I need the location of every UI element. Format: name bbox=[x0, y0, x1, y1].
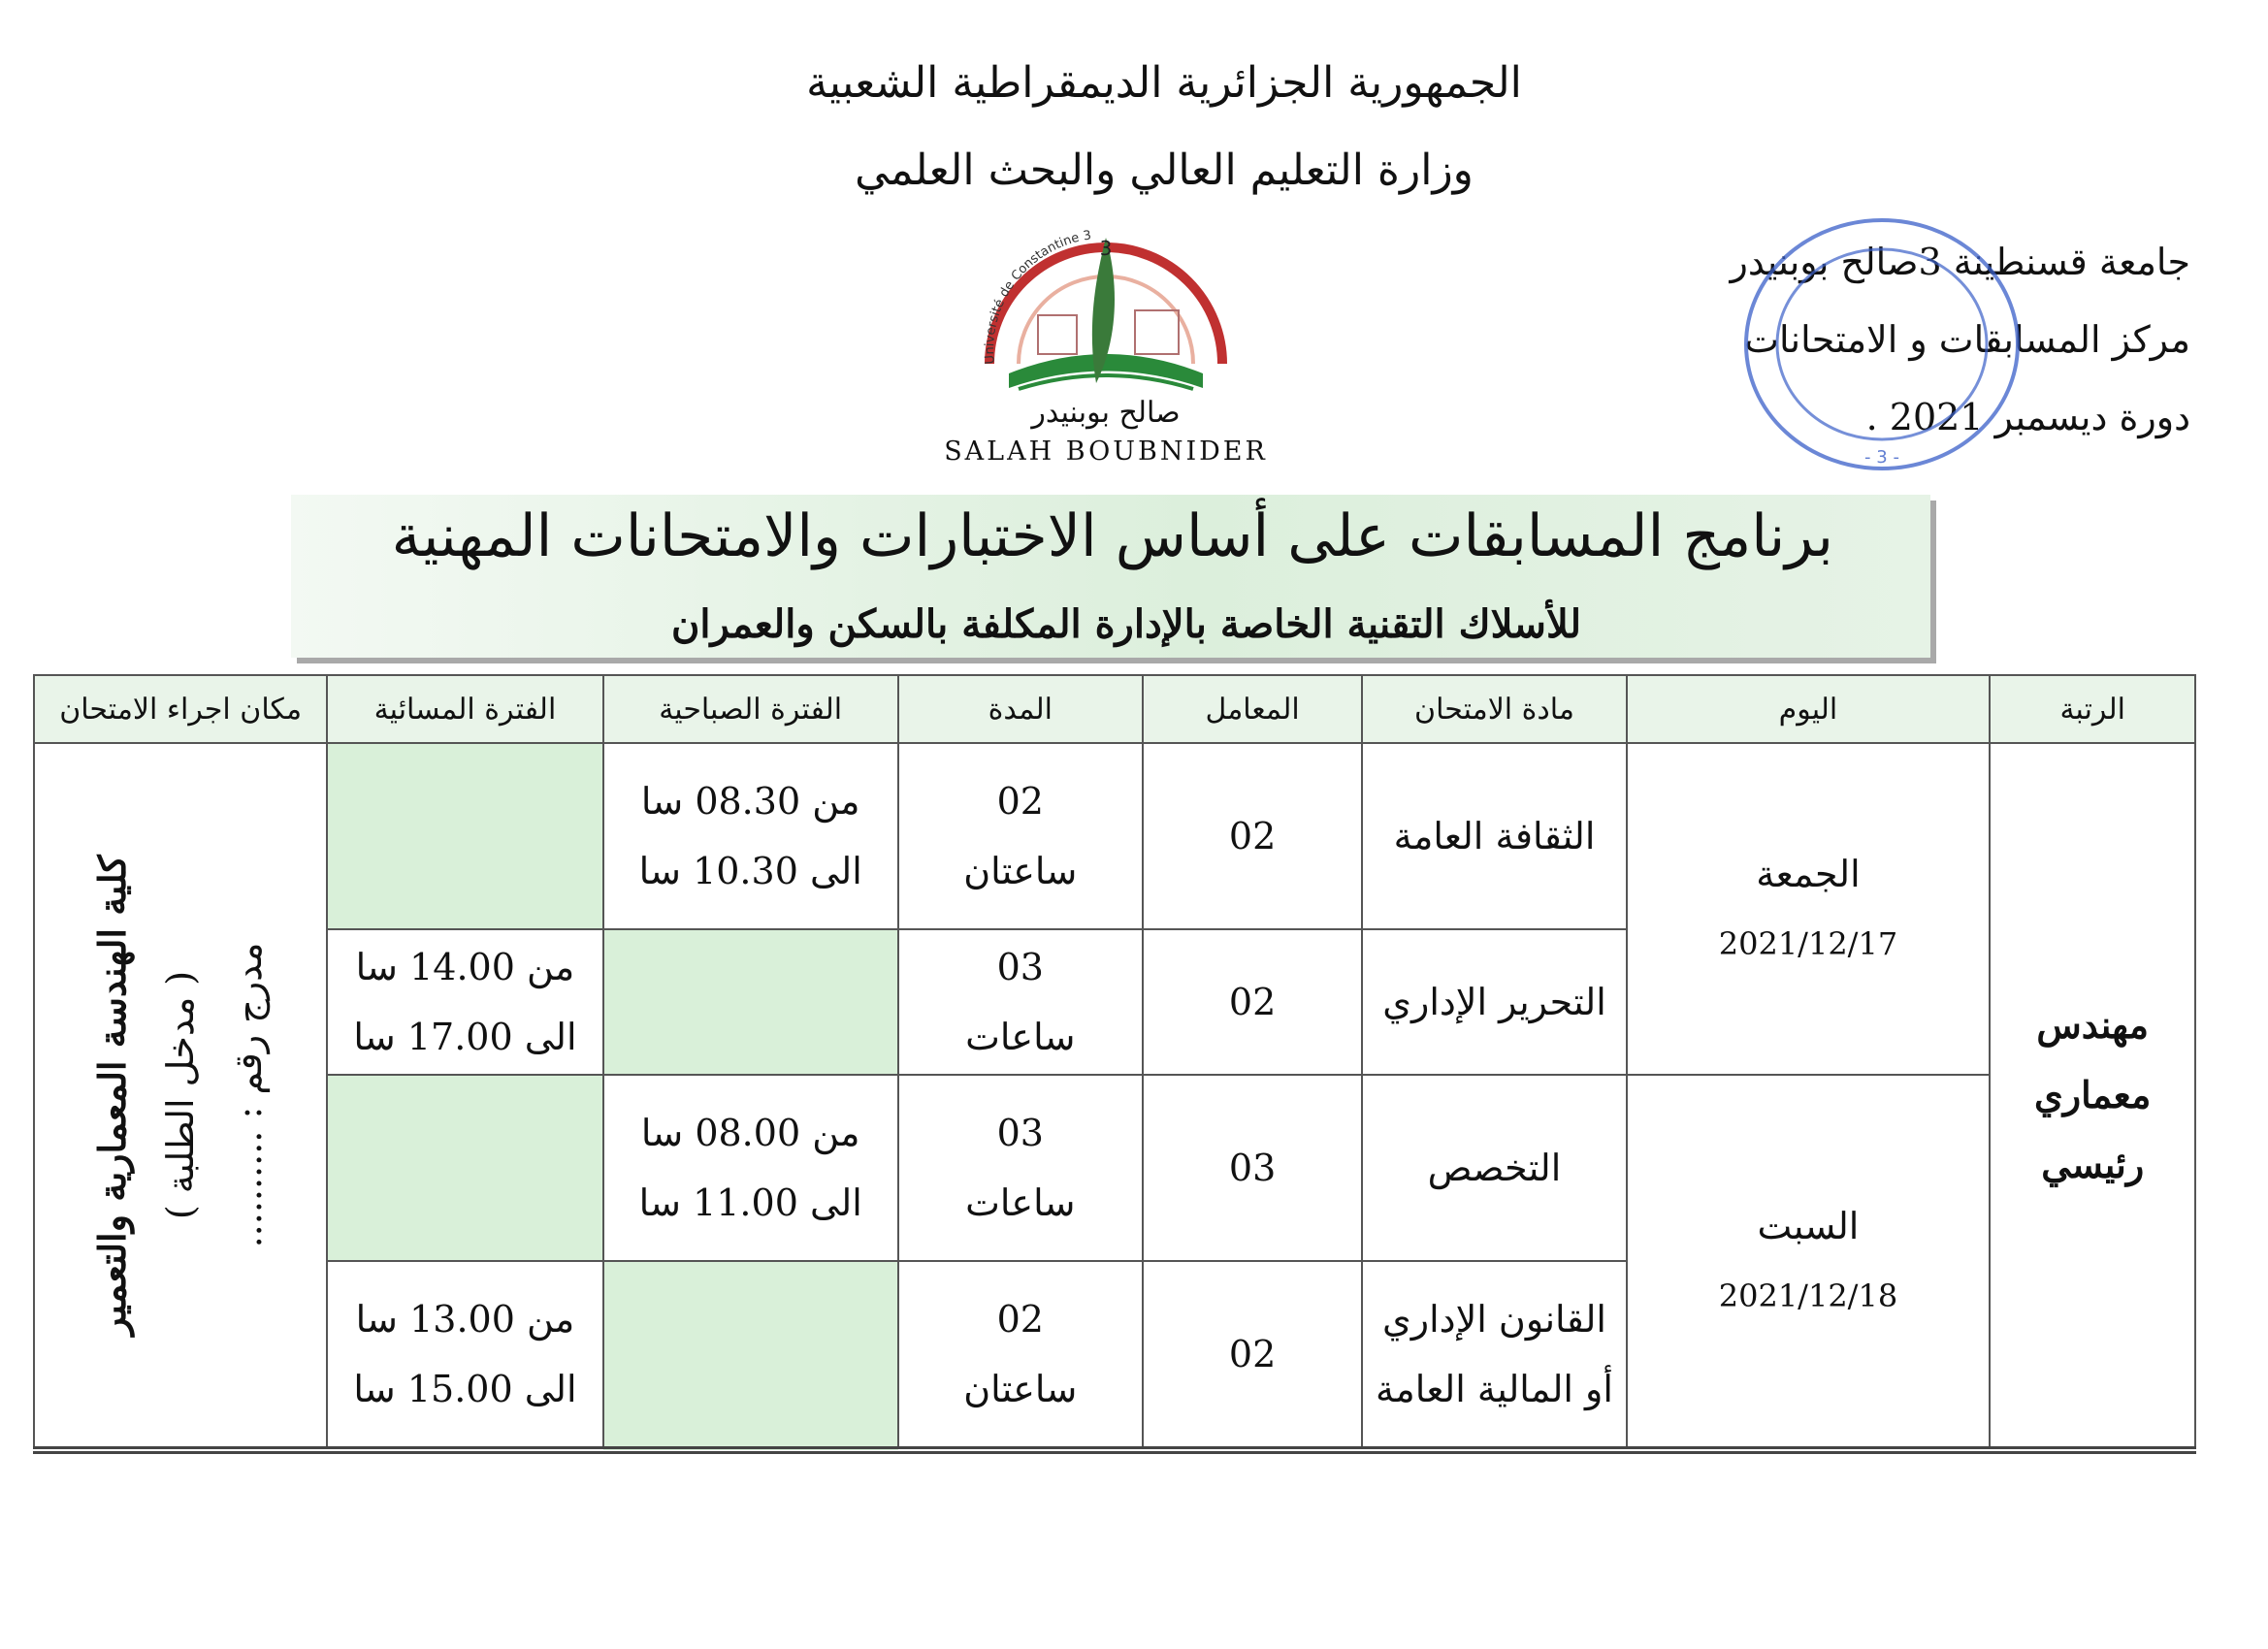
location-cell bbox=[34, 743, 327, 1450]
location-line3: مدرج رقم : .......... bbox=[227, 942, 271, 1248]
coefficient-cell: 02 bbox=[1143, 1261, 1363, 1450]
time-to: الى 11.00 سا bbox=[638, 1181, 862, 1224]
logo-number: 3 bbox=[1099, 237, 1113, 260]
header-morning: الفترة الصباحية bbox=[603, 675, 898, 743]
time-from: من 08.30 سا bbox=[640, 780, 860, 823]
time-to: الى 15.00 سا bbox=[353, 1368, 577, 1410]
duration-number: 02 bbox=[996, 780, 1044, 823]
subject-text-alt: أو المالية العامة bbox=[1376, 1368, 1613, 1410]
location-line2: ( مدخل الطلبة ) bbox=[159, 970, 203, 1220]
time-to: الى 17.00 سا bbox=[353, 1016, 577, 1058]
morning-cell-empty bbox=[603, 929, 898, 1075]
header-coefficient: المعامل bbox=[1143, 675, 1363, 743]
rank-line2: معماري رئيسي bbox=[2034, 1073, 2152, 1186]
subject-text: التحرير الإداري bbox=[1382, 981, 1606, 1023]
day-name: الجمعة bbox=[1756, 853, 1861, 895]
coefficient-cell: 02 bbox=[1143, 743, 1363, 929]
subject-text: القانون الإداري bbox=[1382, 1298, 1606, 1341]
duration-cell bbox=[898, 1261, 1143, 1450]
day-date: 2021/12/18 bbox=[1718, 1277, 1898, 1314]
republic-header: الجمهورية الجزائرية الديمقراطية الشعبية bbox=[806, 58, 1522, 108]
rank-cell bbox=[1990, 743, 2195, 1450]
day-cell bbox=[1627, 1075, 1991, 1450]
morning-cell bbox=[603, 1075, 898, 1261]
subject-cell bbox=[1362, 743, 1626, 929]
duration-cell bbox=[898, 1075, 1143, 1261]
session: دورة ديسمبر 2021 . bbox=[1865, 396, 2190, 438]
evening-cell-empty bbox=[327, 1075, 602, 1261]
time-from: من 13.00 سا bbox=[355, 1298, 575, 1341]
table-row bbox=[34, 743, 2195, 929]
university-name: جامعة قسنطينة 3صالح بوبنيدر bbox=[1730, 241, 2190, 283]
evening-cell bbox=[327, 929, 602, 1075]
duration-number: 03 bbox=[996, 946, 1044, 988]
svg-text:- 3 -: - 3 - bbox=[1864, 447, 1899, 468]
rank-line1: مهندس bbox=[2036, 1003, 2150, 1047]
duration-unit: ساعتان bbox=[963, 850, 1078, 892]
coefficient-cell: 02 bbox=[1143, 929, 1363, 1075]
day-cell bbox=[1627, 743, 1991, 1075]
header-day: اليوم bbox=[1627, 675, 1991, 743]
table-row bbox=[34, 1075, 2195, 1261]
duration-number: 03 bbox=[996, 1112, 1044, 1154]
duration-cell bbox=[898, 929, 1143, 1075]
coefficient-cell: 03 bbox=[1143, 1075, 1363, 1261]
subject-text: الثقافة العامة bbox=[1393, 815, 1596, 857]
main-title: برنامج المسابقات على أساس الاختبارات والامتحانات المهنية bbox=[391, 502, 1833, 570]
location-line1: كلية الهندسة المعمارية والتعمير bbox=[90, 855, 135, 1336]
header-subject: مادة الامتحان bbox=[1362, 675, 1626, 743]
logo-arabic-name: صالح بوبنيدر bbox=[1031, 396, 1181, 430]
duration-number: 02 bbox=[996, 1298, 1044, 1341]
sub-title: للأسلاك التقنية الخاصة بالإدارة المكلفة بالسكن والعمران bbox=[671, 601, 1581, 647]
table-header-row bbox=[34, 675, 2195, 743]
duration-cell bbox=[898, 743, 1143, 929]
day-name: السبت bbox=[1757, 1205, 1860, 1247]
subject-cell bbox=[1362, 1261, 1626, 1450]
location-text bbox=[79, 855, 282, 1335]
ministry-header: وزارة التعليم العالي والبحث العلمي bbox=[855, 146, 1474, 195]
day-date: 2021/12/17 bbox=[1718, 925, 1898, 962]
official-stamp bbox=[1736, 209, 2027, 480]
evening-cell bbox=[327, 1261, 602, 1450]
exam-center: مركز المسابقات و الامتحانات bbox=[1744, 318, 2190, 361]
evening-cell-empty bbox=[327, 743, 602, 929]
logo-latin-name: SALAH BOUBNIDER bbox=[944, 436, 1268, 467]
time-from: من 14.00 سا bbox=[355, 946, 575, 988]
subject-cell bbox=[1362, 1075, 1626, 1261]
exam-schedule-table bbox=[33, 674, 2196, 1454]
duration-unit: ساعات bbox=[965, 1016, 1076, 1058]
logo-ring-text: Université de Constantine 3 bbox=[983, 228, 1093, 366]
morning-cell bbox=[603, 743, 898, 929]
header-evening: الفترة المسائية bbox=[327, 675, 602, 743]
header-duration: المدة bbox=[898, 675, 1143, 743]
time-to: الى 10.30 سا bbox=[638, 850, 862, 892]
header-location: مكان اجراء الامتحان bbox=[34, 675, 327, 743]
subject-cell bbox=[1362, 929, 1626, 1075]
time-from: من 08.00 سا bbox=[640, 1112, 860, 1154]
morning-cell-empty bbox=[603, 1261, 898, 1450]
subject-text: التخصص bbox=[1427, 1147, 1562, 1189]
duration-unit: ساعتان bbox=[963, 1368, 1078, 1410]
header-rank: الرتبة bbox=[1990, 675, 2195, 743]
duration-unit: ساعات bbox=[965, 1181, 1076, 1224]
